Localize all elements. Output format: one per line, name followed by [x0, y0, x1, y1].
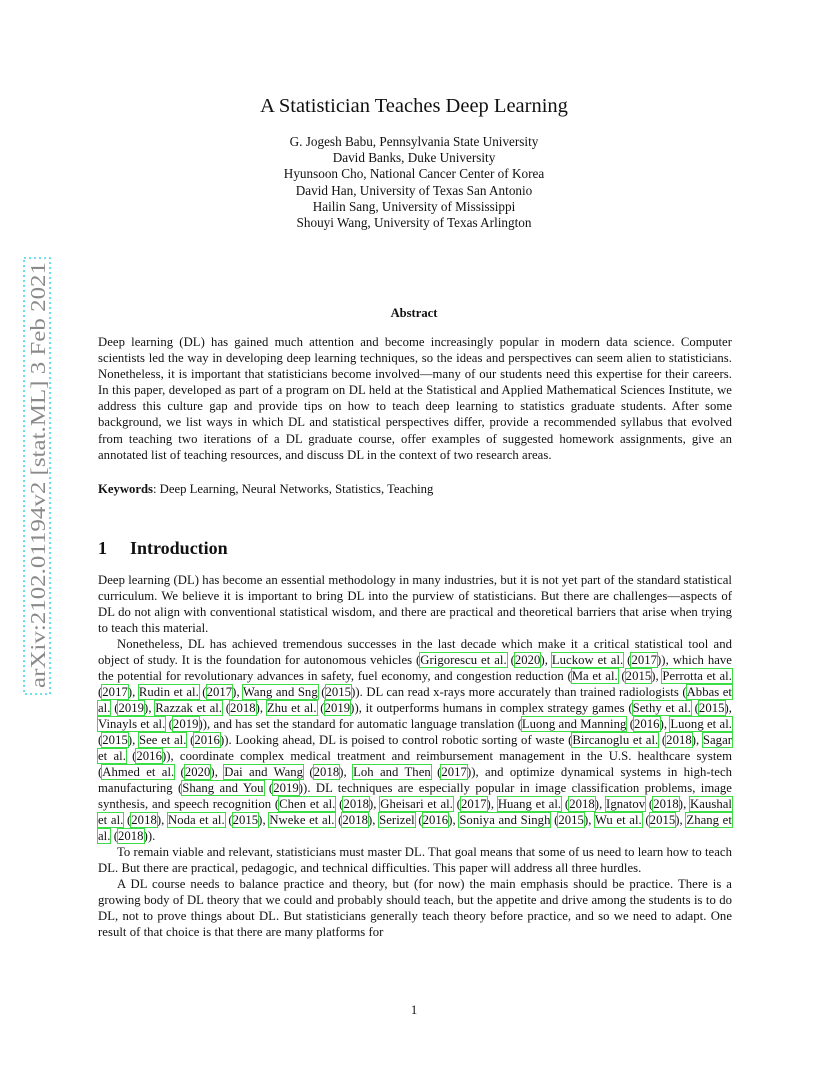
text-run: ), and has set the standard for automatic language translation ( [202, 717, 522, 731]
text-run: ). Looking ahead, DL is poised to control robotic sorting of waste ( [224, 733, 573, 747]
text-run: , [599, 797, 607, 811]
section-heading [98, 537, 730, 559]
citation-text: Sethy et al. [632, 701, 691, 715]
citation-link[interactable] [380, 797, 453, 811]
text-run: , [663, 717, 671, 731]
citation-text: 2018 [653, 797, 679, 811]
citation-year-link[interactable] [194, 733, 220, 747]
page-number: 1 [410, 1003, 418, 1017]
citation-text: 2019 [118, 701, 145, 715]
citation-text: 2016 [194, 733, 220, 747]
author-line: Shouyi Wang, University of Texas Arlington [296, 215, 532, 231]
citation-link[interactable] [155, 701, 222, 715]
author-line: David Han, University of Texas San Antonio [295, 182, 533, 198]
text-run: , [373, 797, 381, 811]
keywords-list: : Deep Learning, Neural Networks, Statistics, Teaching [152, 482, 434, 496]
text-run: ), and optimize dynamical systems in high-tech manufacturing ( [98, 765, 733, 795]
citation-text: 2017 [102, 685, 128, 699]
citation-text: See et al. [139, 733, 187, 747]
citation-text: Chen et al. [279, 797, 336, 811]
citation-text: 2020 [184, 765, 211, 779]
citation-text: 2016 [633, 717, 660, 731]
citation-text: 2018 [313, 765, 340, 779]
citation-text: Rudin et al. [138, 685, 199, 699]
citation-link[interactable] [595, 813, 642, 827]
citation-link[interactable] [182, 781, 263, 795]
paragraph: A DL course needs to balance practice and theory, but (for now) the main emphasis should be practice. There is a growing body of DL theory that we could and probably should teach, but the appetite and drive among the students is to do DL, not to prove things about DL. But statisticians generally teach theory before practice, and so we need to adapt. One result of that choice is that there are many platforms for [98, 877, 732, 939]
citation-text: 2018 [230, 701, 256, 715]
section-title: Introduction [130, 538, 228, 558]
citation-text: Zhu et al. [266, 701, 317, 715]
citation-year-link[interactable] [558, 813, 584, 827]
citation-year-link[interactable] [118, 829, 144, 843]
citation-year-link[interactable] [230, 701, 256, 715]
citation-text: 2020 [514, 653, 541, 667]
citation-text: Ma et al. [571, 669, 618, 683]
citation-year-link[interactable] [131, 813, 157, 827]
citation-year-link[interactable] [185, 765, 211, 779]
author-line: Hyunsoon Cho, National Cancer Center of Korea [283, 166, 545, 182]
author-line: David Banks, Duke University [332, 150, 496, 166]
citation-year-link[interactable] [666, 733, 692, 747]
citation-text: Soniya and Singh [459, 813, 551, 827]
paragraph: To remain viable and relevant, statisticians must master DL. That goal means that some of us need to learn how to teach DL. But there are practical, pedagogic, and technical difficulties. This paper will address all three hurdles. [98, 845, 732, 875]
citation-link[interactable] [670, 717, 732, 731]
text-run: , [696, 733, 703, 747]
citation-text: Shang and You [182, 781, 264, 795]
citation-text: 2017 [460, 797, 487, 811]
text-run: , [679, 813, 687, 827]
citation-link[interactable] [98, 717, 165, 731]
citation-year-link[interactable] [118, 701, 144, 715]
citation-text: Zhang et al. [98, 813, 732, 843]
citation-year-link[interactable] [650, 813, 676, 827]
citation-text: 2018 [569, 797, 595, 811]
text-run: , [452, 813, 460, 827]
citation-year-link[interactable] [102, 685, 128, 699]
citation-year-link[interactable] [326, 685, 352, 699]
citation-year-link[interactable] [461, 797, 487, 811]
text-run: , [728, 701, 733, 715]
text-run: , [262, 813, 270, 827]
text-run: Nonetheless, DL has achieved tremendous successes in the last decade which make it a critical statistical tool and object of study. It is the foundation for autonomous vehicles ( [98, 637, 732, 667]
citation-link[interactable] [572, 733, 658, 747]
citation-text: Gheisari et al. [380, 797, 453, 811]
citation-year-link[interactable] [626, 669, 652, 683]
arxiv-identifier-text[interactable]: arXiv:2102.01194v2 [stat.ML] 3 Feb 2021 [26, 319, 50, 688]
citation-year-link[interactable] [273, 781, 299, 795]
citation-text: Noda et al. [168, 813, 225, 827]
citation-link[interactable] [139, 685, 199, 699]
citation-text: Luckow et al. [551, 653, 624, 667]
citation-link[interactable] [662, 669, 732, 683]
keywords-label: Keywords [98, 482, 153, 496]
text-run: , [132, 733, 139, 747]
citation-text: 2015 [649, 813, 676, 827]
text-run: , [259, 701, 267, 715]
text-run: , [372, 813, 380, 827]
paper-title: A Statistician Teaches Deep Learning [260, 95, 568, 117]
citation-link[interactable] [606, 797, 645, 811]
citation-text: Sagar et al. [98, 733, 733, 763]
citation-link[interactable] [224, 765, 303, 779]
citation-link[interactable] [572, 669, 618, 683]
text-run: , [148, 701, 156, 715]
citation-year-link[interactable] [342, 813, 368, 827]
citation-text: Razzak et al. [155, 701, 223, 715]
citation-text: 2017 [631, 653, 658, 667]
text-run: , [655, 669, 663, 683]
citation-year-link[interactable] [314, 765, 340, 779]
citation-text: 2015 [698, 701, 725, 715]
citation-text: 2016 [136, 749, 162, 763]
citation-year-link[interactable] [173, 717, 199, 731]
author-line: G. Jogesh Babu, Pennsylvania State University [289, 134, 539, 149]
citation-text: Abbas et al. [98, 685, 732, 715]
citation-text: 2015 [625, 669, 652, 683]
text-run: , [683, 797, 691, 811]
citation-text: Vinayls et al. [98, 717, 166, 731]
abstract-heading: Abstract [390, 306, 438, 320]
citation-text: 2018 [666, 733, 692, 747]
citation-text: Loh and Then [353, 765, 431, 779]
text-run: ). DL techniques are especially popular in image classification problems, image synthesis, and speech recognition ( [98, 781, 732, 811]
citation-text: 2019 [273, 781, 299, 795]
text-run: , [161, 813, 168, 827]
citation-text: 2017 [441, 765, 467, 779]
text-run: , [490, 797, 498, 811]
citation-link[interactable] [267, 701, 317, 715]
text-run: ). [147, 829, 156, 843]
citation-text: Ahmed et al. [102, 765, 175, 779]
citation-text: Perrotta et al. [662, 669, 732, 683]
arxiv-identifier-stamp [22, 256, 52, 696]
citation-year-link[interactable] [653, 797, 679, 811]
citation-text: Wu et al. [594, 813, 642, 827]
citation-text: Dai and Wang [224, 765, 304, 779]
body-text [98, 572, 732, 940]
citation-text: Serizel [379, 813, 415, 827]
citation-year-link[interactable] [441, 765, 467, 779]
citation-text: 2015 [232, 813, 259, 827]
text-run: , [544, 653, 552, 667]
text-run: , [588, 813, 595, 827]
paragraph: Deep learning (DL) has become an essential methodology in many industries, but it is not yet part of the standard statistical curriculum. We believe it is important to bring DL into the purview of statisticians. But there are challenges—aspects of DL do not align with conventional statistical wisdom, and there are practical and theoretical barriers that arise when trying to teach this material. [98, 573, 732, 635]
citation-text: 2015 [325, 685, 352, 699]
citation-text: Luong and Manning [521, 717, 627, 731]
citation-text: 2018 [117, 829, 144, 843]
citation-text: Kaushal et al. [98, 797, 732, 827]
abstract-text: Deep learning (DL) has gained much attention and become increasingly popular in modern data science. Computer scientists led the way in developing deep learning techniques, so the ideas and perspectives can seem alien to statisticians. Nonetheless, it is important that statisticians become involved—many of our students need this expertise for their careers. In this paper, developed as part of a program on DL held at the Statistical and Applied Mathematical Sciences Institute, we address this culture gap and provide tips on how to teach deep learning to statistics graduate students. After some background, we list ways in which DL and statistical perspectives differ, provide a recommended syllabus that evolved from teaching two iterations of a DL graduate course, offer examples of suggested homework assignments, give an annotated list of teaching resources, and discuss DL in the context of two research areas. [98, 335, 732, 462]
text-run: , [343, 765, 354, 779]
section-number: 1 [98, 538, 107, 558]
citation-year-link[interactable] [207, 685, 233, 699]
citation-year-link[interactable] [343, 797, 369, 811]
text-run: , [236, 685, 243, 699]
citation-text: 2015 [558, 813, 584, 827]
citation-text: Wang and Sng [242, 685, 318, 699]
text-run: , [214, 765, 225, 779]
citation-text: Huang et al. [497, 797, 562, 811]
citation-year-link[interactable] [569, 797, 595, 811]
citation-link[interactable] [522, 717, 627, 731]
text-run: ). DL can read x-rays more accurately than trained radiologists ( [355, 685, 687, 699]
author-list [98, 134, 730, 231]
citation-text: 2019 [324, 701, 351, 715]
citation-year-link[interactable] [233, 813, 259, 827]
citation-year-link[interactable] [699, 701, 725, 715]
citation-link[interactable] [552, 653, 623, 667]
citation-year-link[interactable] [136, 749, 162, 763]
text-run: , [132, 685, 139, 699]
citation-link[interactable] [102, 765, 174, 779]
citation-year-link[interactable] [515, 653, 541, 667]
citation-year-link[interactable] [102, 733, 128, 747]
citation-link[interactable] [459, 813, 550, 827]
citation-link[interactable] [243, 685, 318, 699]
citation-link[interactable] [379, 813, 415, 827]
citation-link[interactable] [353, 765, 431, 779]
citation-text: 2018 [343, 797, 370, 811]
citation-text: 2019 [172, 717, 199, 731]
citation-link[interactable] [269, 813, 334, 827]
citation-text: 2018 [342, 813, 368, 827]
citation-link[interactable] [633, 701, 691, 715]
citation-text: 2017 [206, 685, 233, 699]
citation-text: 2018 [131, 813, 157, 827]
citation-year-link[interactable] [325, 701, 351, 715]
text-run: ), it outperforms humans in complex strategy games ( [354, 701, 633, 715]
citation-link[interactable] [168, 813, 225, 827]
citation-year-link[interactable] [423, 813, 449, 827]
text-run: ), which have the potential for revolutionary advances in safety, fuel economy, and congestion reduction ( [98, 653, 732, 683]
citation-text: Nweke et al. [269, 813, 335, 827]
citation-link[interactable] [139, 733, 186, 747]
citation-text: 2016 [422, 813, 449, 827]
citation-link[interactable] [420, 653, 506, 667]
citation-text: Bircanoglu et al. [572, 733, 659, 747]
citation-link[interactable] [498, 797, 561, 811]
citation-text: Luong et al. [670, 717, 733, 731]
citation-year-link[interactable] [631, 653, 657, 667]
text-run: ), coordinate complex medical treatment and reimbursement management in the U.S. healthcare system ( [98, 749, 732, 779]
citation-text: Grigorescu et al. [420, 653, 507, 667]
citation-year-link[interactable] [634, 717, 660, 731]
paragraph-with-citations: Nonetheless, DL has achieved tremendous successes in the last decade which make it a critical statistical tool and object of study. It is the foundation for autonomous vehicles (Grigorescu et al. (2020), Luckow et al. (2017)), which have the potential for revolutionary advances in safety, fuel economy, and congestion reduction (Ma et al. (2015), Perrotta et al. (2017), Rudin et al. (2017), Wang and Sng (2015)). DL can read x-rays more accurately than trained radiologists (Abbas et al. (2019), Razzak et al. (2018), Zhu et al. (2019)), it outperforms humans in complex strategy games (Sethy et al. (2015), Vinayls et al. (2019)), and has set the standard for automatic language translation (Luong and Manning (2016), Luong et al. (2015), See et al. (2016)). Looking ahead, DL is poised to control robotic sorting of waste (Bircanoglu et al. (2018), Sagar et al. (2016)), coordinate complex medical treatment and reimbursement management in the U.S. healthcare system (Ahmed et al. (2020), Dai and Wang (2018), Loh and Then (2017)), and optimize dynamical systems in high-tech manufacturing (Shang and You (2019)). DL techniques are especially popular in image classification problems, image synthesis, and speech recognition (Chen et al. (2018), Gheisari et al. (2017), Huang et al. (2018), Ignatov (2018), Kaushal et al. (2018), Noda et al. (2015), Nweke et al. (2018), Serizel (2016), Soniya and Singh (2015), Wu et al. (2015), Zhang et al. (2018)). [98, 637, 733, 843]
citation-link[interactable] [279, 797, 335, 811]
citation-text: Ignatov [606, 797, 646, 811]
author-line: Hailin Sang, University of Mississippi [312, 198, 516, 214]
citation-text: 2015 [102, 733, 128, 747]
keywords-line [98, 481, 732, 497]
